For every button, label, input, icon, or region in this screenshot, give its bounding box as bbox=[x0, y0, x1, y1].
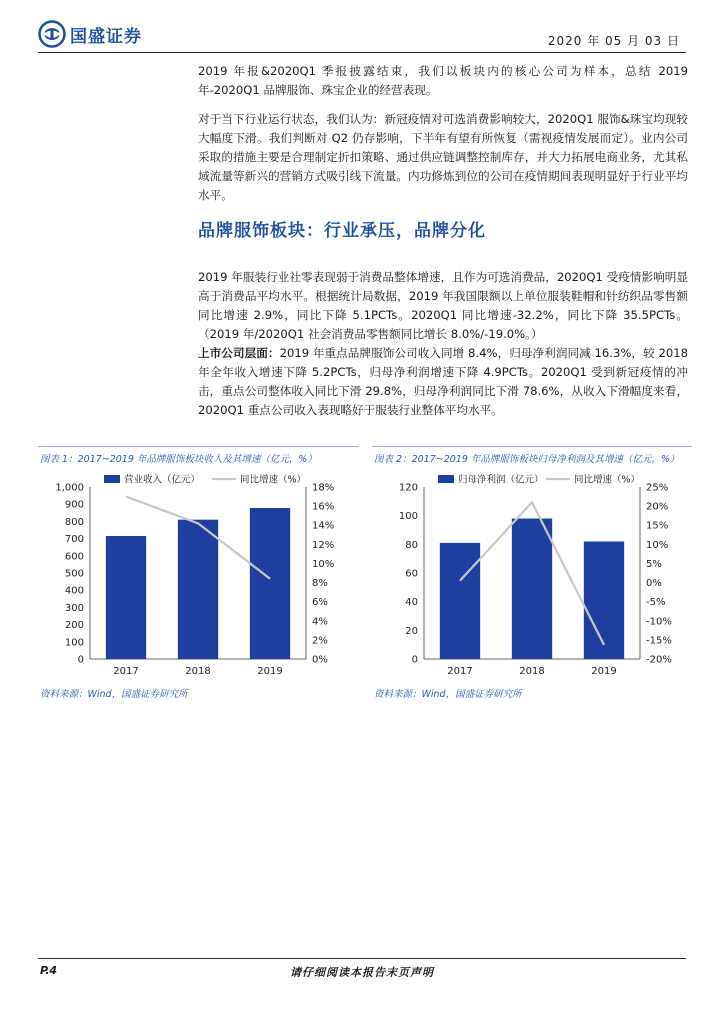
guosheng-logo-icon bbox=[38, 20, 66, 48]
left-axis-tick-label: 0 bbox=[77, 654, 84, 666]
paragraph-retail-data: 2019 年服装行业社零表现弱于消费品整体增速，且作为可选消费品，2020Q1 受疫情影响明显高于消费品平均水平。根据统计局数据，2019 年我国限额以上单位服装鞋帽和针纺织品零售额同比增速 2.9%，同比下降 5.1PCTs。2020Q1 同比增速-32.2%，同比下降 35.5PCTs。（2019 年/2020Q1 社会消费品零售额同比增长 8.0%/-19.0%。） bbox=[198, 270, 688, 341]
left-axis-tick-label: 300 bbox=[64, 602, 84, 614]
right-axis-tick-label: 16% bbox=[312, 501, 335, 513]
right-axis-tick-label: -15% bbox=[646, 635, 672, 647]
revenue-chart-svg bbox=[38, 473, 358, 679]
paragraph-listed-companies bbox=[198, 344, 688, 420]
right-axis-tick-label: 6% bbox=[312, 597, 328, 609]
chart-net-profit bbox=[372, 446, 692, 679]
right-axis-tick-label: 18% bbox=[312, 482, 335, 494]
left-axis-tick-label: 900 bbox=[64, 499, 84, 511]
right-axis-tick-label: 4% bbox=[312, 616, 328, 628]
right-axis-tick-label: 10% bbox=[646, 539, 669, 551]
x-axis-tick-label: 2019 bbox=[591, 666, 617, 677]
left-axis-tick-label: 40 bbox=[405, 597, 418, 609]
brand-logo bbox=[38, 20, 142, 48]
chart-revenue bbox=[38, 446, 358, 679]
paragraph-intro: 2019 年报&2020Q1 季报披露结束，我们以板块内的核心公司为样本，总结 2019 年-2020Q1 品牌服饰、珠宝企业的经营表现。 bbox=[198, 64, 688, 97]
report-date: 2020 年 05 月 03 日 bbox=[547, 34, 680, 48]
paragraph-body: 2019 年重点品牌服饰公司收入同增 8.4%，归母净利润同减 16.3%，较 2018 年全年收入增速下降 5.2PCTs，归母净利润增速下降 4.9PCTs。2020Q1 受到新冠疫情的冲击，重点公司整体收入同比下滑 29.8%，归母净利润同比下滑 78.6%，从收入下滑幅度来看，2020Q1 重点公司收入表现略好于服装行业整体平均水平。 bbox=[198, 346, 688, 417]
brand-name: 国盛证券 bbox=[70, 26, 142, 47]
x-axis-tick-label: 2018 bbox=[519, 666, 545, 677]
bar-2017 bbox=[106, 536, 146, 659]
right-axis-tick-label: 8% bbox=[312, 578, 328, 590]
section-title: 品牌服饰板块：行业承压，品牌分化 bbox=[198, 221, 486, 241]
chart-caption: 图表 1：2017~2019 年品牌服饰板块收入及其增速（亿元，%） bbox=[40, 454, 317, 465]
legend-bar-label: 归母净利润（亿元） bbox=[458, 474, 544, 486]
left-axis-tick-label: 700 bbox=[64, 534, 84, 546]
left-axis-tick-label: 500 bbox=[64, 568, 84, 580]
chart-source: 资料来源：Wind，国盛证券研究所 bbox=[374, 689, 522, 700]
right-axis-tick-label: 0% bbox=[646, 578, 662, 590]
chart-caption: 图表 2：2017~2019 年品牌服饰板块归母净利润及其增速（亿元，%） bbox=[374, 454, 680, 465]
left-axis-tick-label: 200 bbox=[64, 620, 84, 632]
right-axis-tick-label: -5% bbox=[646, 597, 666, 609]
left-axis-tick-label: 600 bbox=[64, 551, 84, 563]
x-axis-tick-label: 2017 bbox=[113, 666, 139, 677]
legend-bar-swatch bbox=[104, 475, 120, 483]
right-axis-tick-label: 14% bbox=[312, 520, 335, 532]
left-axis-tick-label: 0 bbox=[411, 654, 418, 666]
bar-2018 bbox=[512, 519, 552, 659]
right-axis-tick-label: 5% bbox=[646, 558, 662, 570]
left-axis-tick-label: 400 bbox=[64, 585, 84, 597]
net-profit-chart-svg bbox=[372, 473, 692, 679]
bar-2019 bbox=[584, 541, 624, 659]
bar-2019 bbox=[250, 508, 290, 659]
bar-2017 bbox=[440, 543, 480, 659]
right-axis-tick-label: 20% bbox=[646, 501, 669, 513]
footer-disclaimer: 请仔细阅读本报告末页声明 bbox=[290, 966, 434, 979]
legend-bar-swatch bbox=[438, 475, 454, 483]
x-axis-tick-label: 2017 bbox=[447, 666, 473, 677]
legend-bar-label: 营业收入（亿元） bbox=[124, 474, 201, 486]
right-axis-tick-label: 10% bbox=[312, 558, 335, 570]
left-axis-tick-label: 20 bbox=[405, 625, 418, 637]
page-number: P.4 bbox=[40, 964, 58, 977]
right-axis-tick-label: -10% bbox=[646, 616, 672, 628]
left-axis-tick-label: 80 bbox=[405, 539, 418, 551]
left-axis-tick-label: 100 bbox=[398, 511, 418, 523]
left-axis-tick-label: 120 bbox=[398, 482, 418, 494]
footer-divider bbox=[38, 958, 686, 959]
page-header bbox=[38, 18, 686, 53]
right-axis-tick-label: 15% bbox=[646, 520, 669, 532]
right-axis-tick-label: 25% bbox=[646, 482, 669, 494]
x-axis-tick-label: 2019 bbox=[257, 666, 283, 677]
left-axis-tick-label: 1,000 bbox=[55, 482, 84, 494]
right-axis-tick-label: -20% bbox=[646, 654, 672, 666]
right-axis-tick-label: 0% bbox=[312, 654, 328, 666]
right-axis-tick-label: 12% bbox=[312, 539, 335, 551]
paragraph-industry-view: 对于当下行业运行状态，我们认为：新冠疫情对可选消费影响较大，2020Q1 服饰&珠宝均现较大幅度下滑。我们判断对 Q2 仍存影响，下半年有望有所恢复（需视疫情发展而定）。业内公司采取的措施主要是合理制定折扣策略、通过供应链调整控制库存，并大力拓展电商业务，尤其私域流量等新兴的营销方式吸引线下流量。内功修炼到位的公司在疫情期间表现明显好于行业平均水平。 bbox=[198, 112, 688, 202]
left-axis-tick-label: 100 bbox=[64, 637, 84, 649]
right-axis-tick-label: 2% bbox=[312, 635, 328, 647]
left-axis-tick-label: 60 bbox=[405, 568, 418, 580]
bar-2018 bbox=[178, 520, 218, 659]
legend-line-label: 同比增速（%） bbox=[240, 474, 307, 486]
chart-source: 资料来源：Wind，国盛证券研究所 bbox=[40, 689, 188, 700]
x-axis-tick-label: 2018 bbox=[185, 666, 211, 677]
paragraph-lead: 上市公司层面： bbox=[198, 346, 280, 360]
legend-line-label: 同比增速（%） bbox=[574, 474, 641, 486]
left-axis-tick-label: 800 bbox=[64, 516, 84, 528]
